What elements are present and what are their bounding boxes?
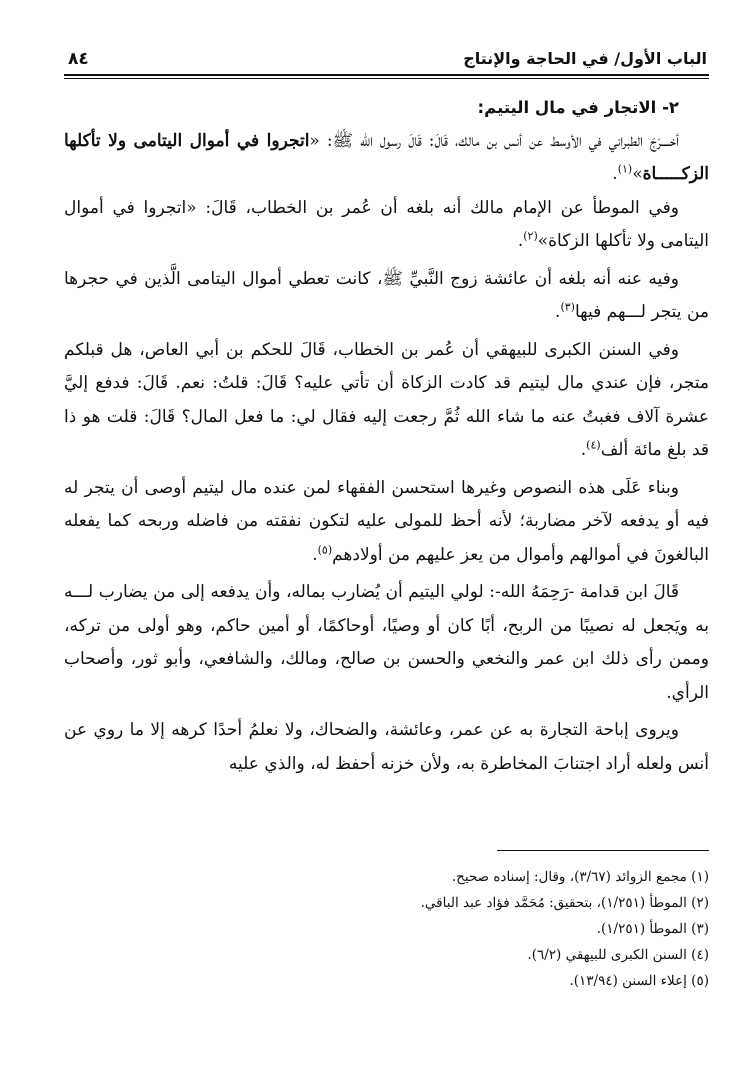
paragraph-2-text: وفي الموطأ عن الإمام مالك أنه بلغه أن عُمر بن الخطاب، قَالَ: «اتجروا في أموال اليتامى ولا تأكلها الزكاة» [64,197,709,251]
paragraph-7: ويروى إباحة التجارة به عن عمر، وعائشة، والضحاك، ولا نعلمُ أحدًا كرهه إلا ما روي عن أنس ولعله أراد اجتنابَ المخاطرة به، ولأن خزنه أحفظ له، والذي عليه [64,720,709,774]
page-number: ٨٤ [68,49,89,69]
footnote-4: (٤) السنن الكبرى للبيهقي (٦/٢). [527,947,709,963]
footnote-ref-2[interactable]: (٢) [523,229,538,243]
footnote-ref-3[interactable]: (٣) [560,300,575,314]
paragraph-5-text: وبناء عَلَى هذه النصوص وغيرها استحسن الفقهاء لمن عنده مال ليتيم أوصى أن يتجر له فيه أو يدفعه لآخر مضاربة؛ لأنه أحظ للمولى عليه لتكون نفقته من فاضله وربحه كما يفعله البالغونَ في أموالهم وأموال من يعز عليهم من أولادهم [64,477,709,565]
footnote-separator [497,850,709,851]
paragraph-2 [64,192,709,259]
paragraph-5-tail: . [312,544,318,565]
paragraph-3 [64,263,709,330]
footnote-ref-5[interactable]: (٥) [317,542,333,556]
paragraph-5 [64,472,709,573]
paragraph-2-tail: . [517,231,524,251]
paragraph-4 [64,334,709,468]
header-rule [64,74,709,79]
footnote-ref-1[interactable]: (١) [617,162,633,176]
running-header [64,38,709,70]
main-text [64,91,709,781]
footnote-1: (١) مجمع الزوائد (٣/٦٧)، وقال: إسناده صحيح. [451,869,709,885]
footnote-2: (٢) الموطأ (١/٢٥١)، بتحقيق: مُحَمَّد فؤاد عبد الباقي. [420,895,709,911]
paragraph-1 [64,125,709,192]
paragraph-4-tail: . [580,440,587,460]
paragraph-3-text: وفيه عنه أنه بلغه أن عائشة زوج النَّبيِّ ﷺ، كانت تعطي أموال اليتامى الَّذين في حجرها من يتجر لـــهم فيها [64,268,709,322]
footnote-3: (٣) الموطأ (١/٢٥١). [596,921,709,937]
paragraph-3-tail: . [555,302,561,322]
footnotes [64,864,709,994]
quote-close: » [632,164,643,184]
paragraph-4-text: وفي السنن الكبرى للبيهقي أن عُمر بن الخطاب، قَالَ للحكم بن أبي العاص، هل قبلكم متجر، فإن عندي مال ليتيم قد كادت الزكاة أن تأتي عليه؟ قَالَ: قلتُ: نعم. قَالَ: فدفع إليَّ عشرة آلاف فغبتُ عنه ما شاء الله ثُمَّ رجعت إليه فقال لي: ما فعل المال؟ قَالَ: قلت هو ذا قد بلغ مائة ألف [64,339,709,460]
book-page [64,38,709,1068]
hadith-quote: اتجروا في أموال اليتامى ولا تأكلها الزكـــــاة [64,130,709,184]
paragraph-6: قَالَ ابن قدامة -رَحِمَهُ الله-: لولي اليتيم أن يُضارب بماله، وأن يدفعه إلى من يضارب لـــه به ويَجعل له نصيبًا من الربح، أبًا كان أو وصيًا، أوحاكمًا، أو أمين حاكم، وهو أولى من تركه، وممن رأى ذلك ابن عمر والنخعي والحسن بن صالح، ومالك، والشافعي، وأبو ثور، وأصحاب الرأي. [64,582,709,703]
section-heading: ٢- الاتجار في مال اليتيم: [477,98,679,117]
paragraph-1-text: أخــــرَجَ الطبراني في الأوسط عن أنس بن مالك، قَالَ: قَالَ رسول الله ﷺ: « [309,130,679,151]
footnote-ref-4[interactable]: (٤) [586,438,601,452]
footnote-5: (٥) إعلاء السنن (١٣/٩٤). [569,973,709,989]
chapter-title: الباب الأول/ في الحاجة والإنتاج [463,49,707,68]
paragraph-1-tail: . [612,164,618,184]
